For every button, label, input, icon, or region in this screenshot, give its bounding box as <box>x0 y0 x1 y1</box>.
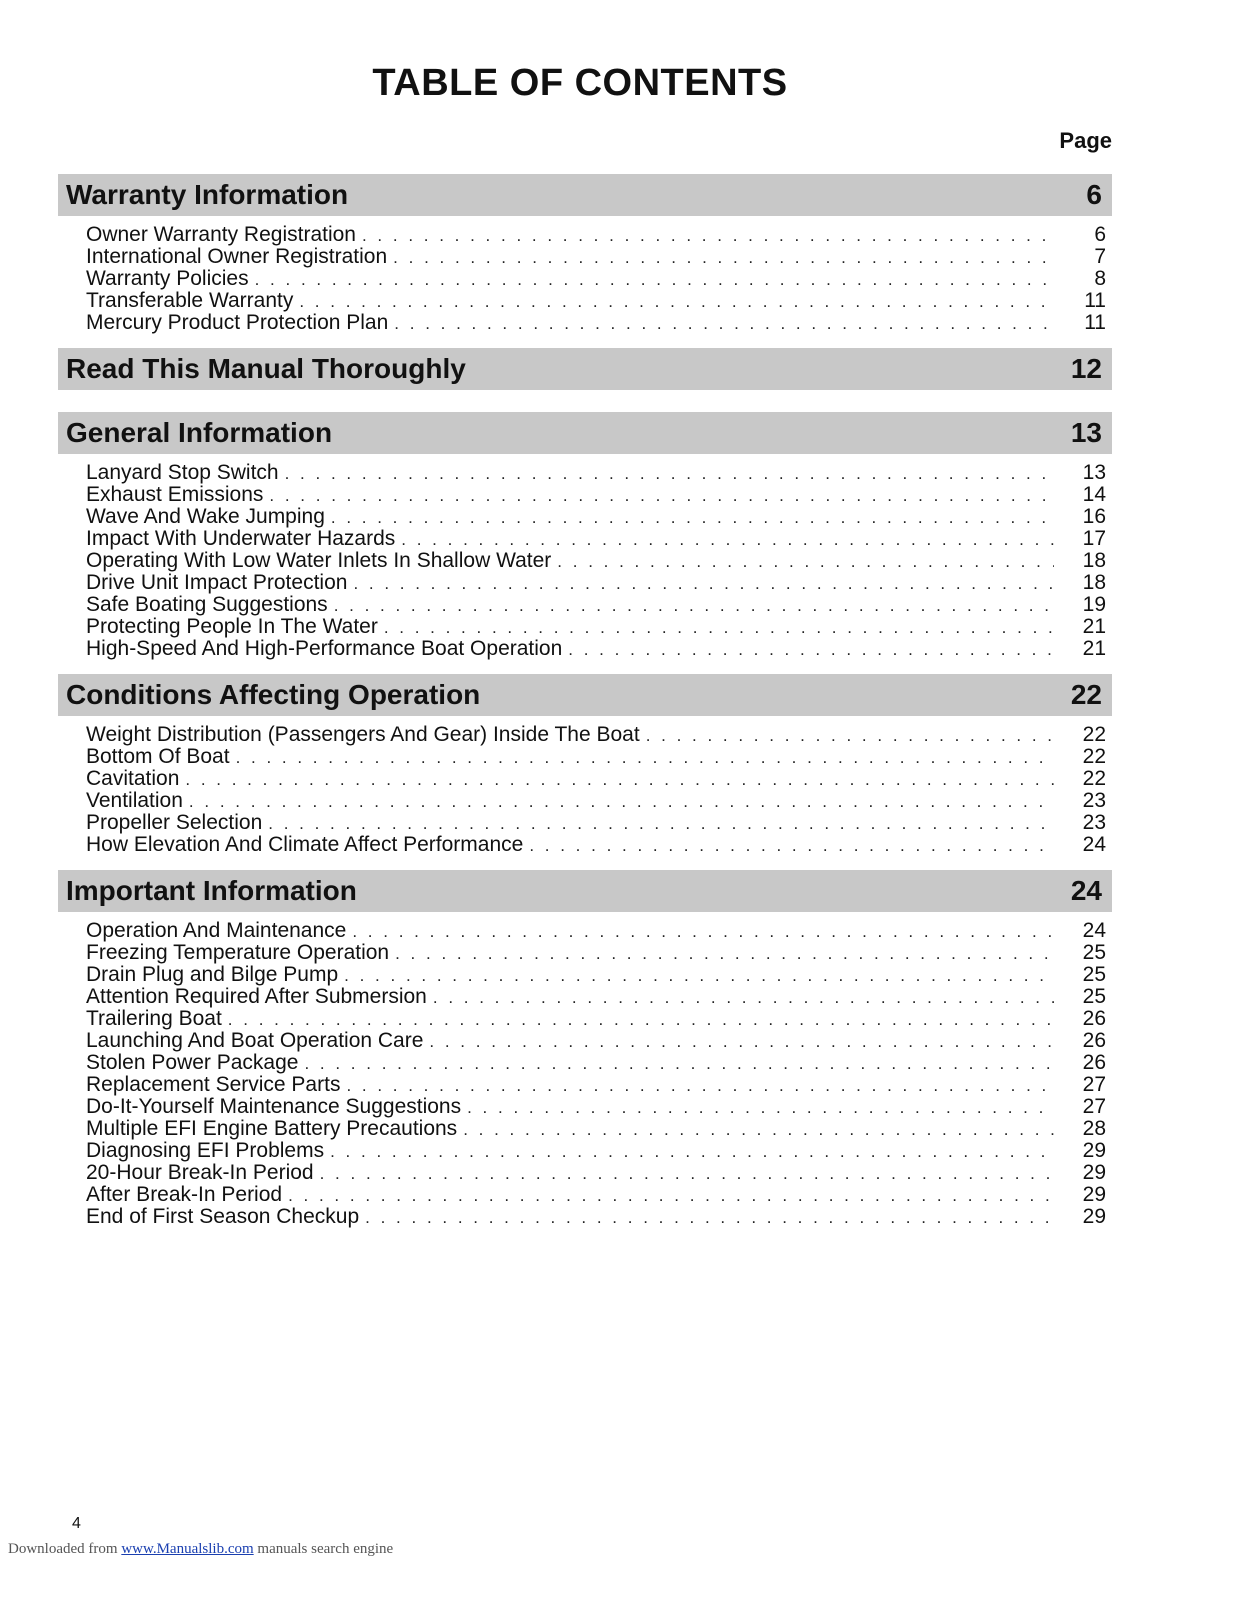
entry-page-number: 16 <box>1082 505 1106 528</box>
entry-label: Operating With Low Water Inlets In Shallow Water <box>86 549 552 572</box>
dot-leader <box>429 1031 1054 1053</box>
toc-entry[interactable] <box>86 1118 1112 1140</box>
section-entries <box>58 216 1112 334</box>
entry-label: Owner Warranty Registration <box>86 223 356 246</box>
section-entries <box>58 912 1112 1228</box>
entry-label: Safe Boating Suggestions <box>86 593 328 616</box>
entry-page-number: 26 <box>1082 1007 1106 1030</box>
dot-leader <box>346 1075 1054 1097</box>
dot-leader <box>463 1119 1054 1141</box>
entry-page-number: 23 <box>1082 811 1106 834</box>
toc-entry[interactable] <box>86 724 1112 746</box>
page-number: 4 <box>72 1515 81 1532</box>
dot-leader <box>384 617 1054 639</box>
toc-entry[interactable] <box>86 224 1112 246</box>
entry-label: Propeller Selection <box>86 811 263 834</box>
entry-page-number: 22 <box>1082 745 1106 768</box>
entry-label: High-Speed And High-Performance Boat Operation <box>86 637 563 660</box>
section-page-number: 12 <box>1070 353 1102 384</box>
dot-leader <box>255 269 1054 291</box>
toc-entry[interactable] <box>86 768 1112 790</box>
entry-label: Attention Required After Submersion <box>86 985 427 1008</box>
page-title: TABLE OF CONTENTS <box>372 62 788 104</box>
toc-section <box>58 870 1112 1228</box>
toc-entry[interactable] <box>86 1140 1112 1162</box>
dot-leader <box>330 1141 1054 1163</box>
toc-section <box>58 348 1112 390</box>
toc-entry[interactable] <box>86 746 1112 768</box>
table-of-contents <box>58 174 1112 1242</box>
dot-leader <box>362 225 1054 247</box>
entry-label: After Break-In Period <box>86 1183 283 1206</box>
dot-leader <box>269 485 1054 507</box>
footer-suffix: manuals search engine <box>257 1541 394 1557</box>
toc-entry[interactable] <box>86 290 1112 312</box>
toc-entry[interactable] <box>86 550 1112 572</box>
entry-label: Drain Plug and Bilge Pump <box>86 963 339 986</box>
dot-leader <box>185 769 1054 791</box>
entry-page-number: 19 <box>1082 593 1106 616</box>
entry-label: Do-It-Yourself Maintenance Suggestions <box>86 1095 462 1118</box>
toc-entry[interactable] <box>86 462 1112 484</box>
entry-label: Transferable Warranty <box>86 289 294 312</box>
entry-page-number: 14 <box>1082 483 1106 506</box>
entry-page-number: 17 <box>1082 527 1106 550</box>
dot-leader <box>344 965 1054 987</box>
entry-label: Lanyard Stop Switch <box>86 461 279 484</box>
entry-label: Drive Unit Impact Protection <box>86 571 348 594</box>
entry-page-number: 6 <box>1094 223 1106 246</box>
entry-label: Diagnosing EFI Problems <box>86 1139 325 1162</box>
entry-label: Operation And Maintenance <box>86 919 347 942</box>
entry-page-number: 18 <box>1082 549 1106 572</box>
entry-label: Freezing Temperature Operation <box>86 941 390 964</box>
dot-leader <box>189 791 1054 813</box>
entry-page-number: 25 <box>1082 985 1106 1008</box>
toc-entry[interactable] <box>86 528 1112 550</box>
toc-entry[interactable] <box>86 1074 1112 1096</box>
section-heading[interactable] <box>58 174 1112 216</box>
dot-leader <box>352 921 1054 943</box>
section-title: General Information <box>66 417 333 448</box>
dot-leader <box>557 551 1054 573</box>
entry-label: How Elevation And Climate Affect Performance <box>86 833 524 856</box>
entry-page-number: 21 <box>1082 615 1106 638</box>
entry-page-number: 7 <box>1094 245 1106 268</box>
toc-entry[interactable] <box>86 942 1112 964</box>
entry-page-number: 29 <box>1082 1183 1106 1206</box>
entry-page-number: 26 <box>1082 1051 1106 1074</box>
entry-label: Cavitation <box>86 767 180 790</box>
dot-leader <box>353 573 1054 595</box>
toc-entry[interactable] <box>86 1184 1112 1206</box>
entry-page-number: 27 <box>1082 1095 1106 1118</box>
section-heading[interactable] <box>58 870 1112 912</box>
toc-entry[interactable] <box>86 616 1112 638</box>
footer-prefix: Downloaded from <box>8 1541 118 1557</box>
entry-page-number: 21 <box>1082 637 1106 660</box>
dot-leader <box>228 1009 1054 1031</box>
section-entries <box>58 716 1112 856</box>
entry-label: Replacement Service Parts <box>86 1073 341 1096</box>
entry-label: Stolen Power Package <box>86 1051 299 1074</box>
entry-page-number: 18 <box>1082 571 1106 594</box>
dot-leader <box>331 507 1054 529</box>
dot-leader <box>365 1207 1054 1229</box>
section-heading[interactable] <box>58 348 1112 390</box>
toc-entry[interactable] <box>86 1030 1112 1052</box>
entry-page-number: 28 <box>1082 1117 1106 1140</box>
entry-label: Launching And Boat Operation Care <box>86 1029 424 1052</box>
toc-entry[interactable] <box>86 1096 1112 1118</box>
manualslib-link[interactable]: www.Manualslib.com <box>121 1541 254 1557</box>
entry-label: Protecting People In The Water <box>86 615 378 638</box>
dot-leader <box>433 987 1054 1009</box>
toc-section <box>58 674 1112 856</box>
dot-leader <box>401 529 1054 551</box>
toc-entry[interactable] <box>86 790 1112 812</box>
entry-label: 20-Hour Break-In Period <box>86 1161 314 1184</box>
dot-leader <box>320 1163 1054 1185</box>
section-entries <box>58 454 1112 660</box>
entry-page-number: 29 <box>1082 1205 1106 1228</box>
dot-leader <box>334 595 1054 617</box>
dot-leader <box>646 725 1054 747</box>
entry-page-number: 25 <box>1082 963 1106 986</box>
toc-entry[interactable] <box>86 638 1112 660</box>
section-page-number: 24 <box>1070 875 1102 906</box>
entry-label: End of First Season Checkup <box>86 1205 360 1228</box>
toc-entry[interactable] <box>86 506 1112 528</box>
section-title: Warranty Information <box>66 179 349 210</box>
entry-label: Multiple EFI Engine Battery Precautions <box>86 1117 458 1140</box>
entry-page-number: 24 <box>1082 833 1106 856</box>
entry-page-number: 22 <box>1082 723 1106 746</box>
section-title: Read This Manual Thoroughly <box>66 353 466 384</box>
entry-label: Weight Distribution (Passengers And Gear) Inside The Boat <box>86 723 640 746</box>
section-heading[interactable] <box>58 412 1112 454</box>
entry-label: Warranty Policies <box>86 267 249 290</box>
toc-entry[interactable] <box>86 1206 1112 1228</box>
toc-entry[interactable] <box>86 986 1112 1008</box>
dot-leader <box>288 1185 1054 1207</box>
toc-entry[interactable] <box>86 920 1112 942</box>
toc-entry[interactable] <box>86 834 1112 856</box>
toc-entry[interactable] <box>86 572 1112 594</box>
entry-label: Wave And Wake Jumping <box>86 505 325 528</box>
toc-entry[interactable] <box>86 1008 1112 1030</box>
dot-leader <box>304 1053 1054 1075</box>
toc-entry[interactable] <box>86 312 1112 334</box>
entry-page-number: 27 <box>1082 1073 1106 1096</box>
toc-entry[interactable] <box>86 1052 1112 1074</box>
entry-page-number: 8 <box>1094 267 1106 290</box>
section-title: Conditions Affecting Operation <box>66 679 481 710</box>
dot-leader <box>393 247 1054 269</box>
entry-page-number: 29 <box>1082 1161 1106 1184</box>
dot-leader <box>395 943 1054 965</box>
entry-label: Mercury Product Protection Plan <box>86 311 389 334</box>
entry-label: Trailering Boat <box>86 1007 222 1030</box>
toc-entry[interactable] <box>86 484 1112 506</box>
entry-label: Exhaust Emissions <box>86 483 264 506</box>
toc-entry[interactable] <box>86 1162 1112 1184</box>
page-column-label: Page <box>1059 128 1112 153</box>
entry-page-number: 23 <box>1082 789 1106 812</box>
download-footer <box>8 1541 393 1558</box>
entry-page-number: 11 <box>1084 311 1106 334</box>
dot-leader <box>529 835 1054 857</box>
entry-page-number: 22 <box>1082 767 1106 790</box>
entry-label: Bottom Of Boat <box>86 745 230 768</box>
entry-page-number: 29 <box>1082 1139 1106 1162</box>
dot-leader <box>236 747 1054 769</box>
section-page-number: 13 <box>1070 417 1102 448</box>
toc-entry[interactable] <box>86 246 1112 268</box>
dot-leader <box>568 639 1054 661</box>
section-page-number: 6 <box>1086 179 1102 210</box>
entry-page-number: 24 <box>1082 919 1106 942</box>
toc-entry[interactable] <box>86 594 1112 616</box>
entry-page-number: 26 <box>1082 1029 1106 1052</box>
entry-page-number: 13 <box>1082 461 1106 484</box>
toc-section <box>58 412 1112 660</box>
toc-entry[interactable] <box>86 964 1112 986</box>
entry-page-number: 11 <box>1084 289 1106 312</box>
toc-section <box>58 174 1112 334</box>
toc-entry[interactable] <box>86 268 1112 290</box>
section-heading[interactable] <box>58 674 1112 716</box>
dot-leader <box>299 291 1054 313</box>
dot-leader <box>285 463 1054 485</box>
dot-leader <box>467 1097 1054 1119</box>
section-page-number: 22 <box>1070 679 1102 710</box>
section-title: Important Information <box>66 875 357 906</box>
entry-label: International Owner Registration <box>86 245 388 268</box>
entry-label: Ventilation <box>86 789 183 812</box>
entry-label: Impact With Underwater Hazards <box>86 527 396 550</box>
entry-page-number: 25 <box>1082 941 1106 964</box>
dot-leader <box>394 313 1054 335</box>
toc-entry[interactable] <box>86 812 1112 834</box>
dot-leader <box>268 813 1054 835</box>
